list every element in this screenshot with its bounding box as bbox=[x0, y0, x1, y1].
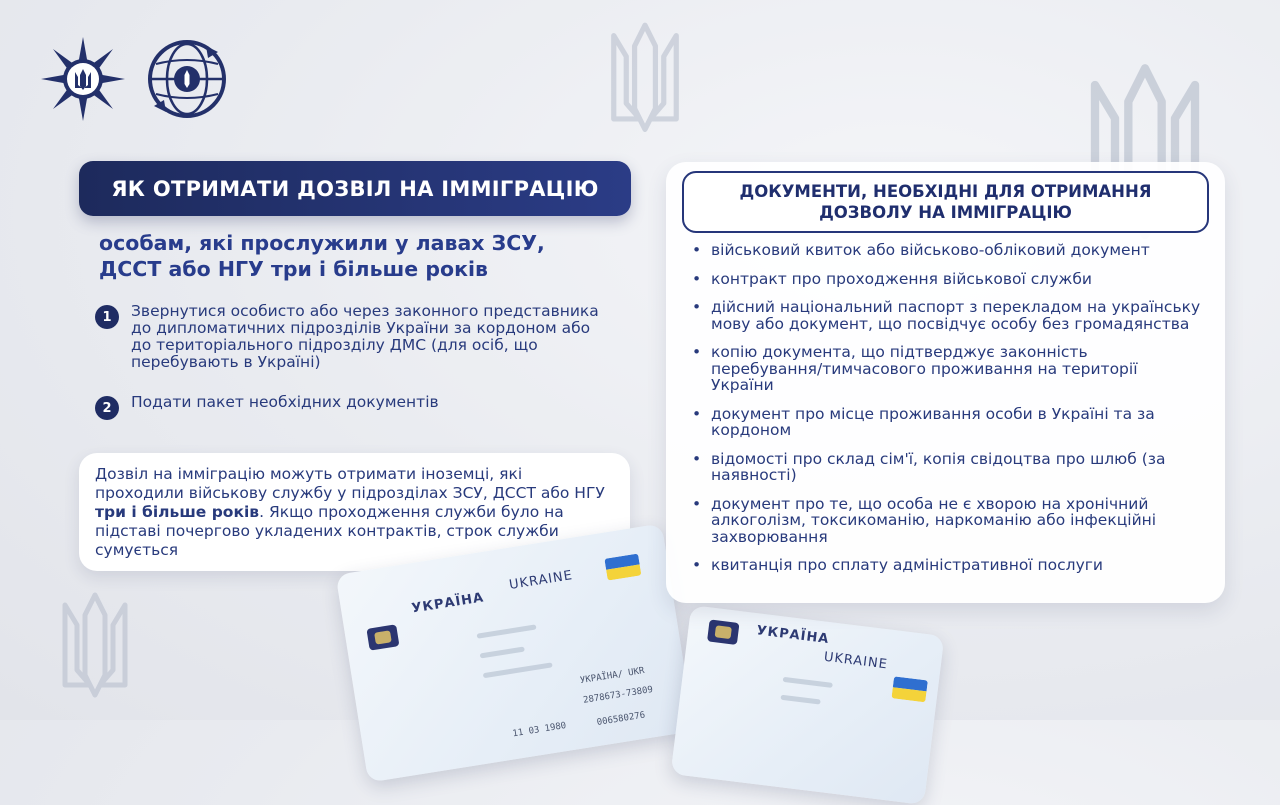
note-bold: три і більше років bbox=[95, 503, 260, 521]
id-card-country-en: UKRAINE bbox=[508, 568, 574, 593]
step-text: Подати пакет необхідних документів bbox=[131, 393, 439, 411]
id-card-field: 006580276 bbox=[596, 710, 646, 728]
note-part-1: Дозвіл на імміграцію можуть отримати іноземці, які проходили військову службу у підрозділах ЗСУ, ДССТ або НГУ bbox=[95, 465, 605, 502]
id-card-country-ua: УКРАЇНА bbox=[410, 590, 486, 617]
id-card-image bbox=[671, 605, 945, 805]
subtitle bbox=[99, 230, 619, 282]
documents-card bbox=[666, 162, 1225, 603]
id-card-country-en: UKRAINE bbox=[823, 649, 889, 673]
documents-heading bbox=[682, 171, 1209, 233]
step-2 bbox=[95, 394, 611, 420]
documents-heading-line-2: ДОЗВОЛУ НА ІММІГРАЦІЮ bbox=[819, 203, 1072, 222]
list-item: • квитанція про сплату адміністративної послуги bbox=[692, 557, 1202, 574]
police-star-emblem-icon bbox=[40, 36, 126, 122]
chip-icon bbox=[707, 619, 739, 644]
flag-icon bbox=[604, 554, 641, 581]
note-part-2: . Якщо проходження служби було на підставі почергово укладених контрактів, строк служби сумується bbox=[95, 503, 564, 559]
step-1 bbox=[95, 303, 611, 371]
step-number-badge: 2 bbox=[95, 396, 119, 420]
list-item: • дійсний національний паспорт з перекладом на українську мову або документ, що посвідчує особу без громадянства bbox=[692, 299, 1202, 332]
trident-icon bbox=[45, 590, 145, 710]
flag-icon bbox=[891, 676, 927, 702]
subtitle-line-2: ДССТ або НГУ три і більше років bbox=[99, 257, 489, 281]
step-number-badge: 1 bbox=[95, 305, 119, 329]
id-card-field: УКРАЇНА/ UKR bbox=[579, 666, 646, 687]
page-title-banner bbox=[79, 161, 631, 216]
list-item: • контракт про проходження військової служби bbox=[692, 271, 1202, 288]
trident-icon bbox=[585, 20, 705, 145]
subtitle-line-1: особам, які прослужили у лавах ЗСУ, bbox=[99, 231, 545, 255]
list-item: • військовий квиток або військово-обліковий документ bbox=[692, 242, 1202, 259]
chip-icon bbox=[366, 624, 399, 650]
list-item: • документ про місце проживання особи в Україні та за кордоном bbox=[692, 406, 1202, 439]
step-text: Звернутися особисто або через законного представника до дипломатичних підрозділів України за кордоном або до територіального підрозділу ДМС (для осіб, що перебувають в Україні) bbox=[131, 302, 599, 371]
page-title: ЯК ОТРИМАТИ ДОЗВІЛ НА ІММІГРАЦІЮ bbox=[111, 176, 599, 201]
documents-list bbox=[692, 242, 1202, 586]
list-item: • відомості про склад сім'ї, копія свідоцтва про шлюб (за наявності) bbox=[692, 451, 1202, 484]
id-card-field: 2878673-73809 bbox=[582, 684, 654, 706]
id-card-field: 11 03 1980 bbox=[511, 720, 568, 740]
id-card-country-ua: УКРАЇНА bbox=[755, 623, 831, 648]
documents-heading-line-1: ДОКУМЕНТИ, НЕОБХІДНІ ДЛЯ ОТРИМАННЯ bbox=[739, 182, 1152, 201]
list-item: • документ про те, що особа не є хворою на хронічний алкоголізм, токсикоманію, наркоманію або інфекційні захворювання bbox=[692, 496, 1202, 546]
migration-service-emblem-icon bbox=[146, 38, 228, 120]
list-item: • копію документа, що підтверджує законність перебування/тимчасового проживання на території України bbox=[692, 344, 1202, 394]
documents-heading-text bbox=[740, 181, 1152, 223]
